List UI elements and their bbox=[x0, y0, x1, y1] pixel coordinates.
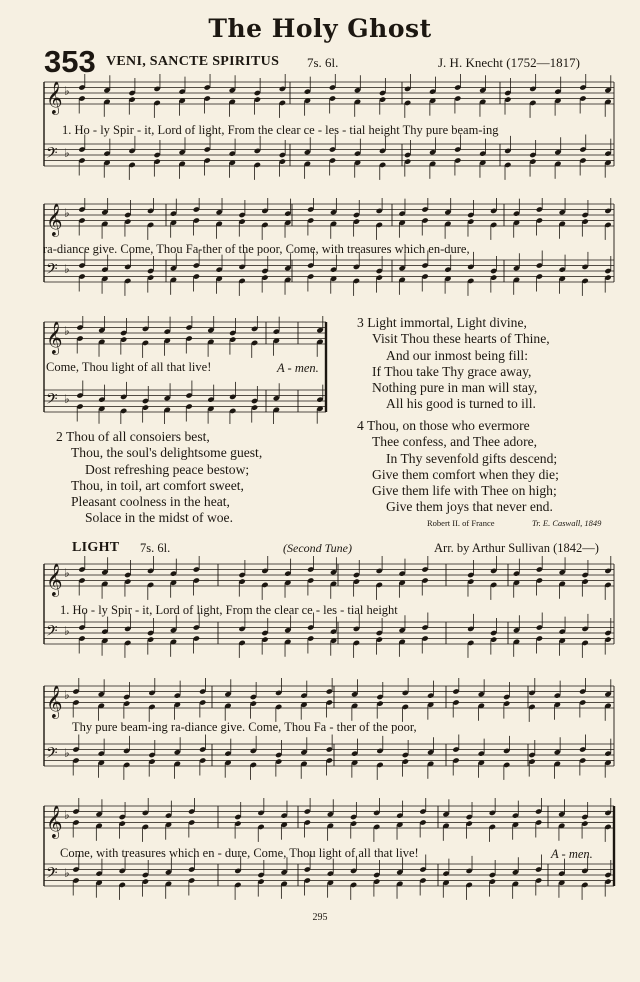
svg-text:♭: ♭ bbox=[64, 146, 70, 160]
stanza-line: 4 Thou, on those who evermore bbox=[357, 418, 530, 433]
stanza-line: 3 Light immortal, Light divine, bbox=[357, 315, 527, 330]
hymn-number: 353 bbox=[44, 44, 96, 79]
svg-text:♭: ♭ bbox=[64, 688, 70, 702]
svg-text:♭: ♭ bbox=[64, 206, 70, 220]
stanza-line: Pleasant coolness in the heat, bbox=[71, 494, 230, 510]
composer-credit: J. H. Knecht (1752—1817) bbox=[438, 55, 580, 70]
stanza-2 bbox=[56, 429, 262, 527]
svg-text:𝄞: 𝄞 bbox=[46, 805, 63, 838]
svg-text:♭: ♭ bbox=[64, 262, 70, 276]
svg-text:𝄞: 𝄞 bbox=[46, 563, 63, 596]
tune-name: VENI, SANCTE SPIRITUS bbox=[106, 54, 280, 69]
stanza-line: Nothing pure in man will stay, bbox=[372, 380, 538, 396]
stanza-line: Solace in the midst of woe. bbox=[85, 510, 233, 526]
stanza-line: Give them joys that never end. bbox=[386, 499, 553, 515]
stanza-4 bbox=[357, 418, 559, 516]
stanza-line: Thou, in toil, art comfort sweet, bbox=[71, 477, 244, 493]
lyric-line-4: 1. Ho - ly Spir - it, Lord of light, From the clear ce - les - tial height bbox=[60, 603, 398, 617]
svg-text:𝄞: 𝄞 bbox=[46, 321, 63, 354]
svg-text:𝄞: 𝄞 bbox=[46, 203, 63, 236]
arranger-credit: Arr. by Arthur Sullivan (1842—) bbox=[434, 541, 599, 555]
stanza-line: If Thou take Thy grace away, bbox=[372, 363, 532, 379]
stanza-line: Visit Thou these hearts of Thine, bbox=[372, 331, 550, 347]
svg-text:♭: ♭ bbox=[64, 746, 70, 760]
svg-text:♭: ♭ bbox=[64, 808, 70, 822]
second-tune-name: LIGHT bbox=[72, 540, 120, 555]
svg-text:𝄢: 𝄢 bbox=[46, 622, 58, 644]
stanza-line: All his good is turned to ill. bbox=[386, 396, 536, 412]
stanza-line: Thou, the soul's delightsome guest, bbox=[71, 445, 263, 461]
svg-text:𝄢: 𝄢 bbox=[46, 744, 58, 766]
svg-text:♭: ♭ bbox=[64, 866, 70, 880]
lyric-line-3: Come, Thou light of all that live! bbox=[46, 360, 212, 374]
stanza-line: 2 Thou of all consoiers best, bbox=[56, 429, 210, 444]
stanza-line: Dost refreshing peace bestow; bbox=[85, 461, 250, 477]
page-heading: The Holy Ghost bbox=[208, 14, 432, 43]
second-amen-label: A - men. bbox=[551, 847, 593, 861]
second-tune-meter: 7s. 6l. bbox=[140, 541, 171, 555]
svg-text:𝄢: 𝄢 bbox=[46, 144, 58, 166]
second-tune-subtitle: (Second Tune) bbox=[283, 541, 352, 555]
svg-text:𝄢: 𝄢 bbox=[46, 864, 58, 886]
amen-label: A - men. bbox=[277, 361, 319, 375]
lyric-line-6: Come, with treasures which en - dure, Come, Thou light of all that live! bbox=[60, 846, 419, 860]
svg-text:𝄞: 𝄞 bbox=[46, 685, 63, 718]
svg-text:♭: ♭ bbox=[64, 566, 70, 580]
stanza-line: In Thy sevenfold gifts descend; bbox=[386, 450, 558, 466]
svg-text:♭: ♭ bbox=[64, 324, 70, 338]
svg-text:𝄞: 𝄞 bbox=[46, 81, 63, 114]
svg-text:♭: ♭ bbox=[64, 392, 70, 406]
lyric-line-1: 1. Ho - ly Spir - it, Lord of light, From the clear ce - les - tial height Thy pure beam-ing bbox=[62, 123, 499, 137]
page-number: 295 bbox=[312, 912, 328, 923]
svg-text:𝄢: 𝄢 bbox=[46, 390, 58, 412]
stanza-line: Give them comfort when they die; bbox=[372, 466, 559, 482]
svg-text:♭: ♭ bbox=[64, 624, 70, 638]
stanza-line: Thee confess, and Thee adore, bbox=[372, 434, 538, 450]
lyric-line-5: Thy pure beam-ing ra-diance give. Come, Thou Fa - ther of the poor, bbox=[72, 720, 417, 734]
svg-text:♭: ♭ bbox=[64, 84, 70, 98]
lyric-line-2: ra-diance give. Come, Thou Fa-ther of the poor, Come, with treasures which en-dure, bbox=[43, 242, 470, 256]
stanza-3 bbox=[357, 315, 550, 413]
stanza-line: And our inmost being fill: bbox=[386, 347, 528, 363]
stanza-line: Give them life with Thee on high; bbox=[372, 483, 557, 499]
hymn-meter: 7s. 6l. bbox=[307, 55, 339, 70]
svg-text:𝄢: 𝄢 bbox=[46, 260, 58, 282]
translator-credit: Tr. E. Caswall, 1849 bbox=[532, 518, 602, 528]
author-credit: Robert II. of France bbox=[427, 518, 495, 528]
